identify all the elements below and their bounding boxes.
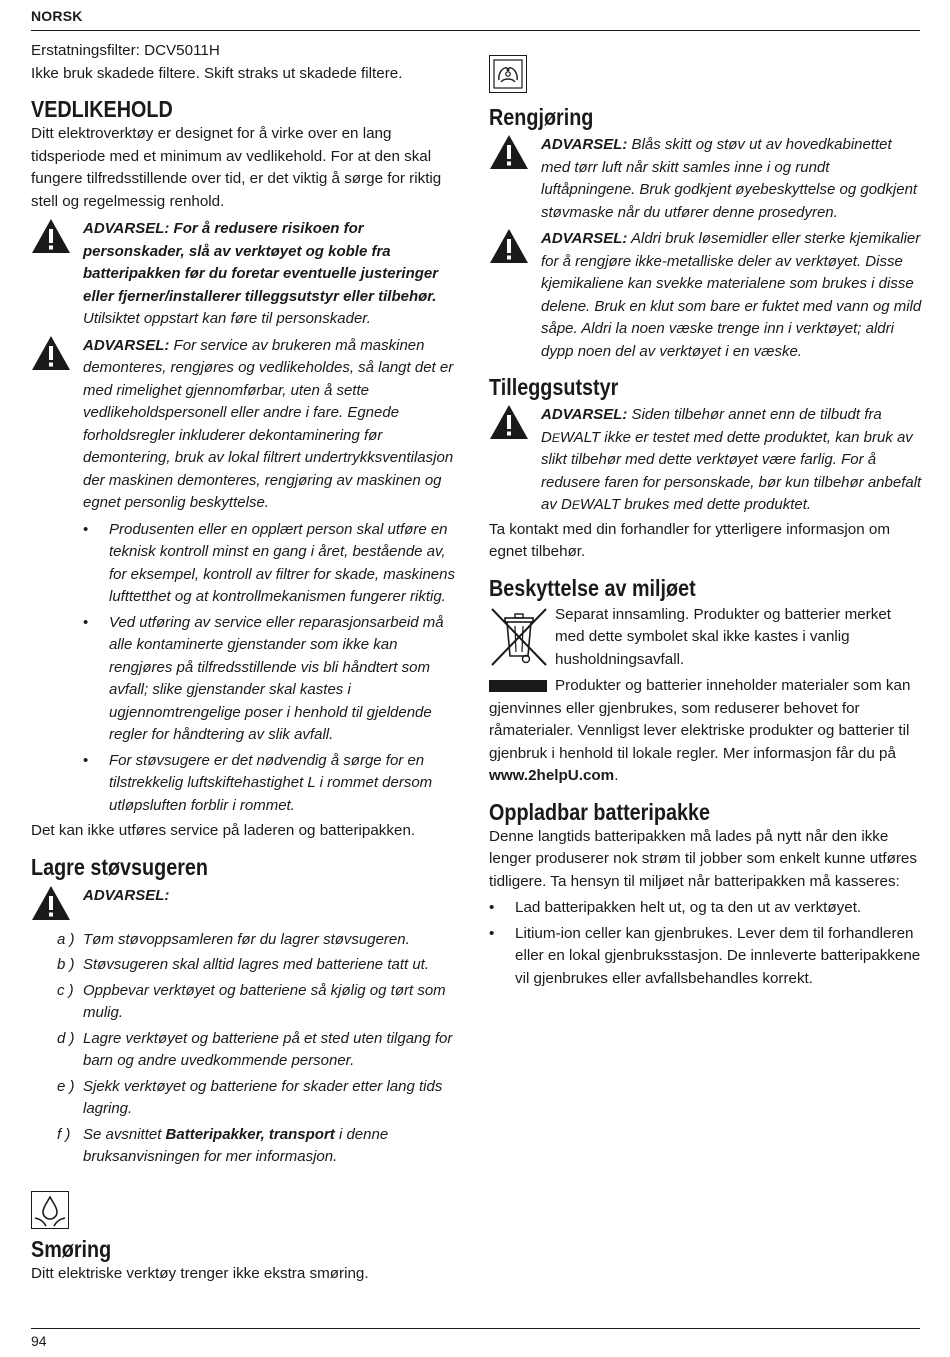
warning-label: ADVARSEL: — [541, 406, 628, 423]
list-item: a ) Tøm støvoppsamleren før du lagrer støvsugeren. — [57, 930, 410, 948]
maintenance-text: Ditt elektroverktøy er designet for å virke over en lang tidsperiode med et minimum av vedlikehold. For at den skal fungere tilfredsstillende over tid, er det viktig å sørge for riktig stell og regelmessig renhold. — [31, 125, 442, 210]
list-item: c ) Oppbevar verktøyet og batteriene så kjølig og tørt som mulig. — [57, 981, 446, 1021]
warning-bold-text: ADVARSEL: For å redusere risikoen for personskader, slå av verktøyet og koble fra batteripakken før du foretar eventuelle justeringer eller fjerner/installerer tilleggsutstyr eller tilbehør. — [83, 220, 439, 305]
warning-triangle-icon — [489, 228, 529, 264]
replacement-filter-text: Erstatningsfilter: DCV5011H — [31, 42, 220, 59]
maintenance-warning-2 — [31, 335, 464, 515]
warning-triangle-icon — [31, 218, 71, 254]
battery-text: Denne langtids batteripakken må lades på nytt når den ikke lenger produserer nok strøm til jobber som enkelt kunne utføres tidligere. Ta hensyn til miljøet når batteripakken må kasseres: — [489, 827, 917, 890]
list-item: • Ved utføring av service eller reparasjonsarbeid må alle kontaminerte gjenstander som ikke kan rengjøres på tilfredsstillende vis bli håndtert som avfall; slike gjenstander skal kastes i ugjennomtrengelige poser i henhold til gjeldende regler for håndtering av slik avfall. — [83, 612, 464, 747]
storage-heading: Lagre støvsugeren — [31, 853, 208, 880]
cleaning-warning-1 — [489, 134, 922, 224]
warning-triangle-icon — [31, 335, 71, 371]
right-column — [489, 40, 922, 993]
accessories-heading: Tilleggsutstyr — [489, 374, 619, 400]
maintenance-heading: VEDLIKEHOLD — [31, 96, 173, 122]
recycle-text: Produkter og batterier inneholder materialer som kan gjenvinnes eller gjenbrukes, som reduserer behovet for råmaterialer. Vennligst lever elektriske produkter og batterier til gjenbruk i henhold til lokale regler. Mer informasjon får du på — [489, 677, 911, 762]
warning-triangle-icon — [489, 404, 529, 440]
warning-label: ADVARSEL: — [541, 230, 628, 247]
list-item: e ) Sjekk verktøyet og batteriene for skader etter lang tids lagring. — [57, 1077, 443, 1117]
black-bar-symbol — [489, 680, 547, 692]
storage-list — [31, 929, 464, 1169]
storage-warning — [31, 885, 464, 923]
accessories-text: Ta kontakt med din forhandler for ytterligere informasjon om egnet tilbehør. — [489, 520, 890, 560]
battery-bullet-list — [489, 897, 922, 990]
warning-label: ADVARSEL: — [83, 336, 170, 354]
recycle-block: Produkter og batterier inneholder materialer som kan gjenvinnes eller gjenbrukes, som reduserer behovet for råmaterialer. Vennligst lever elektriske produkter og batterier til gjenbruk i henhold til lokale regler. Mer informasjon får du på www.2helpU.com. — [489, 677, 911, 784]
warning-label: ADVARSEL: — [541, 136, 628, 153]
separate-collection-block — [489, 604, 922, 672]
warning-text: For service av brukeren må maskinen demonteres, rengjøres og vedlikeholdes, så langt det er med rimelighet gjennomførbar, uten å sette vedlikeholdspersonell eller andre i fare. Egnede forholdsregler inkluderer dekontaminering før demontering, bruk av lokal filtrert undertrykksventilasjon der maskinen demonteres, rengjøring av maskinen og egnet personlig beskyttelse. — [83, 336, 454, 511]
crossed-out-bin-icon — [489, 606, 549, 668]
warning-label: ADVARSEL: — [83, 886, 170, 904]
website-link[interactable]: www.2helpU.com — [489, 767, 615, 784]
lubrication-text: Ditt elektriske verktøy trenger ikke ekstra smøring. — [31, 1264, 369, 1282]
maintenance-warning-1 — [31, 218, 464, 331]
warning-triangle-icon — [31, 885, 71, 921]
warning-text: Blås skitt og støv ut av hovedkabinettet med tørr luft når skitt samles inne i og rundt luftåpningene. Bruk godkjent øyebeskyttelse og godkjent støvmaske når du utfører denne prosedyren. — [541, 136, 918, 221]
accessories-warning: ADVARSEL: Siden tilbehør annet enn de tilbudt fra DEWALT ikke er testet med dette produktet, kan bruk av slikt tilbehør med dette verktøyet være farlig. For å redusere faren for personskade, bør kun tilbehør anbefalt av DEWALT brukes med dette produktet. — [489, 404, 922, 517]
oil-drop-icon — [31, 1191, 69, 1229]
warning-text: Aldri bruk løsemidler eller sterke kjemikalier for å rengjøre ikke-metalliske deler av verktøyet. Disse kjemikaliene kan svekke materialene som brukes i disse delene. Bruk en klut som bare er fuktet med vann og mild såpe. Aldri la noen væske trenge inn i verktøyet; aldri dypp noen del av verktøyet i en væske. — [541, 230, 922, 360]
page-number: 94 — [31, 1333, 47, 1349]
list-item: • Litium-ion celler kan gjenbrukes. Lever dem til forhandleren eller en lokal gjenbruksstasjon. De innleverte batteripakkene vil gjenbrukes eller avfallsbehandles korrekt. — [489, 923, 922, 991]
environment-heading: Beskyttelse av miljøet — [489, 574, 696, 601]
lubrication-heading: Smøring — [31, 1235, 112, 1262]
maintenance-bullet-list — [31, 519, 464, 818]
list-item: • Lad batteripakken helt ut, og ta den ut av verktøyet. — [489, 897, 922, 920]
left-column — [31, 40, 464, 1285]
cleaning-hands-icon — [489, 55, 527, 93]
list-item: d ) Lagre verktøyet og batteriene på et sted uten tilgang for barn og andre uvedkommende personer. — [57, 1029, 453, 1069]
damaged-filter-text: Ikke bruk skadede filtere. Skift straks ut skadede filtere. — [31, 64, 403, 82]
page-header — [31, 8, 920, 31]
battery-heading: Oppladbar batteripakke — [489, 798, 710, 825]
list-item: • For støvsugere er det nødvendig å sørge for en tilstrekkelig luftskiftehastighet L i rommet dersom utløpsluften forblir i rommet. — [83, 750, 464, 818]
list-item: • Produsenten eller en opplært person skal utføre en teknisk kontroll minst en gang i året, bestående av, for eksempel, kontroll av filtrer for skade, maskinens lufttetthet og at kontrollmekanismen fungerer riktig. — [83, 519, 464, 609]
list-item: b ) Støvsugeren skal alltid lagres med batteriene tatt ut. — [57, 956, 430, 973]
warning-triangle-icon — [489, 134, 529, 170]
cleaning-heading: Rengjøring — [489, 104, 594, 130]
service-note-text: Det kan ikke utføres service på laderen og batteripakken. — [31, 822, 416, 839]
language-label: NORSK — [31, 8, 83, 24]
cleaning-warning-2 — [489, 228, 922, 363]
separate-collection-text: Separat innsamling. Produkter og batterier merket med dette symbolet skal ikke kastes i vanlig husholdningsavfall. — [555, 605, 891, 668]
list-item: f ) Se avsnittet Batteripakker, transport i denne bruksanvisningen for mer informasjon. — [57, 1125, 389, 1165]
page-footer — [31, 1328, 920, 1349]
warning-rest-text: Utilsiktet oppstart kan føre til personskader. — [83, 310, 371, 327]
